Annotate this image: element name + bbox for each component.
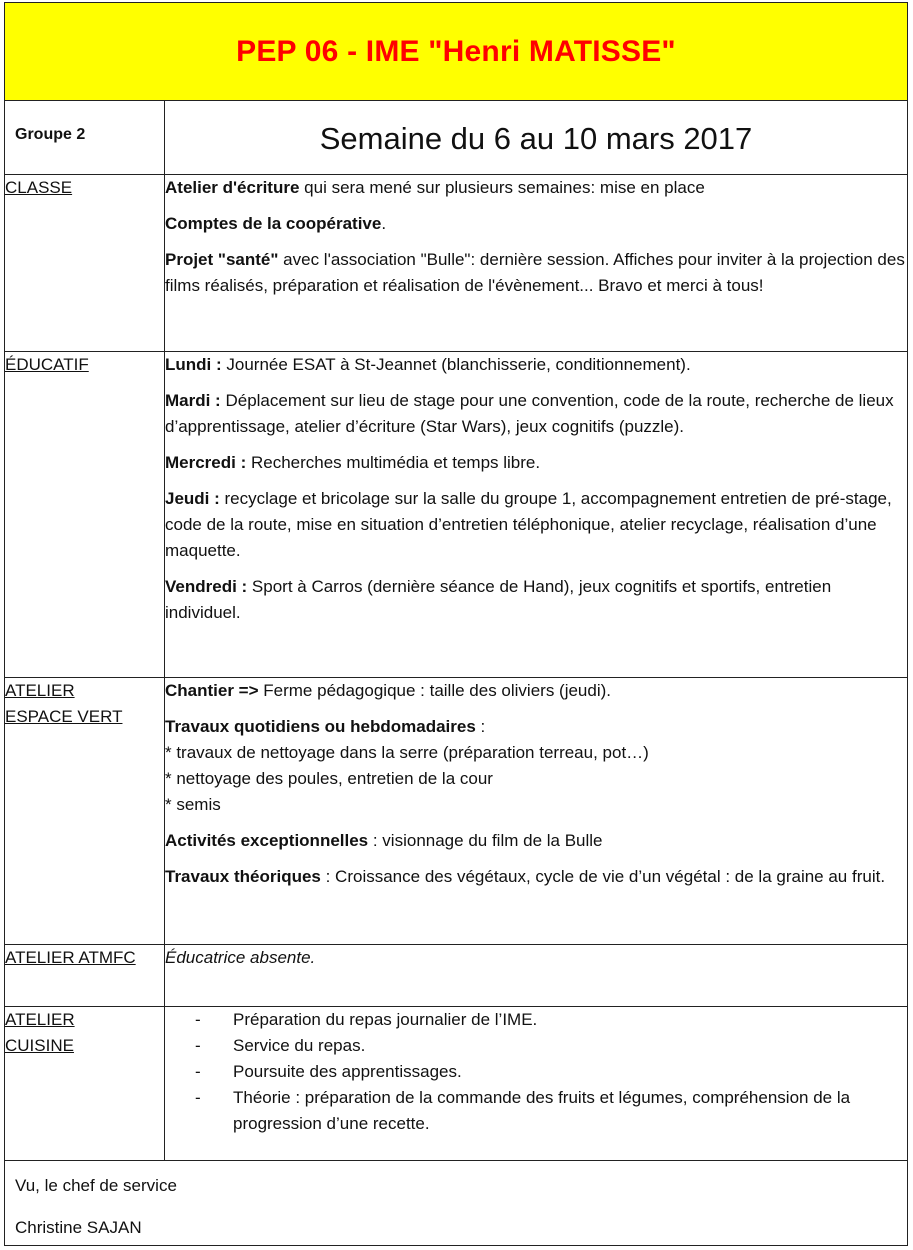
travaux-item: * nettoyage des poules, entretien de la cour: [165, 769, 493, 788]
activites-text: : visionnage du film de la Bulle: [368, 831, 603, 850]
day-paragraph: [165, 574, 907, 626]
educatif-row: [5, 352, 907, 678]
day-label: Vendredi :: [165, 577, 248, 596]
list-item: [195, 1007, 907, 1033]
day-paragraph: [165, 486, 907, 564]
day-text: recyclage et bricolage sur la salle du groupe 1, accompagnement entretien de pré-stage, code de la route, mise en situation d’entretien téléphonique, atelier recyclage, réalisation d’une maquette.: [165, 489, 892, 560]
footer-name: Christine SAJAN: [15, 1218, 142, 1237]
travaux-lead: Travaux quotidiens ou hebdomadaires: [165, 717, 476, 736]
list-item: [195, 1085, 907, 1137]
atmfc-text: Éducatrice absente.: [165, 948, 316, 967]
espace-vert-content: [165, 678, 908, 945]
dash-bullet: -: [195, 1088, 201, 1107]
header-banner: [5, 3, 907, 101]
day-label: Lundi :: [165, 355, 222, 374]
travaux-item: * travaux de nettoyage dans la serre (préparation terreau, pot…): [165, 743, 649, 762]
classe-label: CLASSE: [5, 178, 73, 197]
atmfc-label: ATELIER ATMFC: [5, 948, 136, 967]
day-text: Journée ESAT à St-Jeannet (blanchisserie, conditionnement).: [221, 355, 691, 374]
educatif-label-cell: [5, 352, 165, 678]
cuisine-label-line2: CUISINE: [5, 1036, 74, 1055]
cuisine-list: [165, 1007, 907, 1137]
list-item-text: Théorie : préparation de la commande des fruits et légumes, compréhension de la progression d’une recette.: [233, 1088, 851, 1133]
chantier-lead: Chantier =>: [165, 681, 259, 700]
list-item-text: Préparation du repas journalier de l’IME.: [233, 1010, 538, 1029]
day-text: Sport à Carros (dernière séance de Hand), jeux cognitifs et sportifs, entretien individuel.: [165, 577, 832, 622]
paragraph-text: avec l'association "Bulle": dernière session. Affiches pour inviter à la projection des films réalisés, préparation et réalisation de l'évènement... Bravo et merci à tous!: [165, 250, 905, 295]
espace-vert-row: [5, 678, 907, 945]
day-paragraph: [165, 352, 907, 378]
dash-bullet: -: [195, 1010, 201, 1029]
atmfc-label-cell: [5, 945, 165, 1007]
espace-vert-label-line1: ATELIER: [5, 681, 75, 700]
activites-paragraph: [165, 828, 907, 854]
espace-vert-label-line2: ESPACE VERT: [5, 707, 123, 726]
week-title: Semaine du 6 au 10 mars 2017: [319, 121, 753, 156]
educatif-content: [165, 352, 908, 678]
chantier-text: Ferme pédagogique : taille des oliviers (jeudi).: [258, 681, 612, 700]
travaux-item: * semis: [165, 795, 221, 814]
classe-paragraph: [165, 247, 907, 299]
cuisine-label-cell: [5, 1007, 165, 1161]
paragraph-lead: Projet "santé": [165, 250, 279, 269]
theoriques-text: : Croissance des végétaux, cycle de vie d’un végétal : de la graine au fruit.: [320, 867, 886, 886]
day-paragraph: [165, 450, 907, 476]
classe-row: [5, 175, 907, 352]
travaux-text: :: [475, 717, 486, 736]
chantier-paragraph: [165, 678, 907, 704]
classe-label-cell: [5, 175, 165, 352]
travaux-paragraph: [165, 714, 907, 818]
educatif-label: ÉDUCATIF: [5, 355, 89, 374]
paragraph-text: .: [381, 214, 387, 233]
atmfc-content: [165, 945, 908, 1007]
atmfc-row: [5, 945, 907, 1007]
day-paragraph: [165, 388, 907, 440]
week-row: [5, 101, 907, 175]
classe-paragraph: [165, 175, 907, 201]
group-cell: [5, 101, 165, 175]
espace-vert-label-cell: [5, 678, 165, 945]
classe-paragraph: [165, 211, 907, 237]
day-text: Déplacement sur lieu de stage pour une convention, code de la route, recherche de lieux d’apprentissage, atelier d’écriture (Star Wars), jeux cognitifs (puzzle).: [165, 391, 894, 436]
paragraph-lead: Atelier d'écriture: [165, 178, 300, 197]
paragraph-text: qui sera mené sur plusieurs semaines: mise en place: [299, 178, 705, 197]
dash-bullet: -: [195, 1036, 201, 1055]
paragraph-lead: Comptes de la coopérative: [165, 214, 382, 233]
cuisine-row: [5, 1007, 907, 1161]
schedule-table: [5, 101, 907, 1161]
day-text: Recherches multimédia et temps libre.: [246, 453, 541, 472]
theoriques-lead: Travaux théoriques: [165, 867, 321, 886]
day-label: Mardi :: [165, 391, 221, 410]
cuisine-label-line1: ATELIER: [5, 1010, 75, 1029]
footer-line: Vu, le chef de service: [15, 1176, 177, 1195]
activites-lead: Activités exceptionnelles: [165, 831, 369, 850]
group-label: Groupe 2: [15, 126, 86, 143]
dash-bullet: -: [195, 1062, 201, 1081]
classe-content: [165, 175, 908, 352]
theoriques-paragraph: [165, 864, 907, 890]
list-item: [195, 1059, 907, 1085]
list-item-text: Service du repas.: [233, 1036, 366, 1055]
week-title-cell: [165, 101, 908, 175]
list-item: [195, 1033, 907, 1059]
day-label: Mercredi :: [165, 453, 247, 472]
cuisine-content: [165, 1007, 908, 1161]
page-title: PEP 06 - IME "Henri MATISSE": [236, 34, 676, 68]
weekly-report: [4, 2, 908, 1246]
footer-signature: [5, 1161, 907, 1241]
day-label: Jeudi :: [165, 489, 220, 508]
list-item-text: Poursuite des apprentissages.: [233, 1062, 462, 1081]
